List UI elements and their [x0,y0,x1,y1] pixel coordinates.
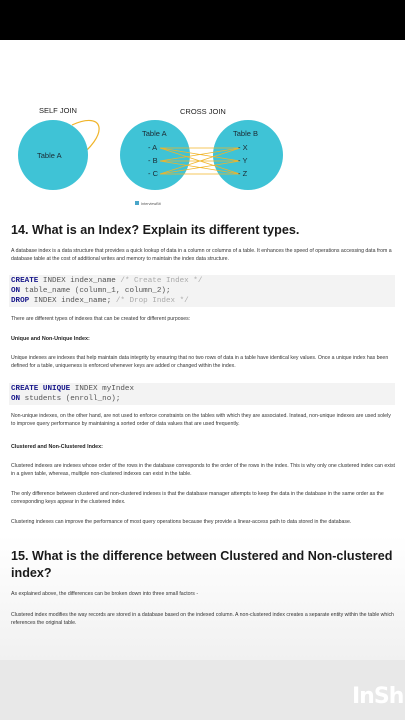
code-line: ON table_name (column_1, column_2); [11,287,171,295]
section-15-paragraph: Clustered index modifies the way records are stored in a database based on the indexed column. A non-clustered index creates a separate entity within the table which references the original table. [11,612,394,626]
section-14-heading: 14. What is an Index? Explain its different types. [11,223,300,237]
code-line: CREATE INDEX index_name /* Create Index */ [11,277,203,285]
non-unique-index-paragraph: Non-unique indexes, on the other hand, are not used to enforce constraints on the tables with which they are associated. Instead, non-unique indexes are used solely to improve query performance by maintaining a sorted order of data values that are used frequently. [11,413,391,427]
code-line: ON students (enroll_no); [11,395,121,403]
unique-index-paragraph: Unique indexes are indexes that help maintain data integrity by ensuring that no two rows of data in a table have identical key values. Once a unique index has been defined for a table, uniqueness is enforced whenever keys are added or changed within the index. [11,355,389,369]
code-block-unique-index [9,383,395,405]
code-line: CREATE UNIQUE INDEX myIndex [11,385,135,393]
inshorts-logo: InSh [352,684,404,709]
self-join-table-label: Table A [37,151,62,160]
self-join-label: SELF JOIN [39,106,77,115]
table-a-title: Table A [142,129,167,138]
unique-index-heading: Unique and Non-Unique Index: [11,336,90,342]
table-b-item: - Y [238,156,248,165]
watermark-text: InterviewBit [141,202,161,206]
clustered-index-paragraph: Clustered indexes are indexes whose order of the rows in the database corresponds to the order of the rows in the index. This is why only one clustered index can exist in a given table, whereas, multiple non-clustered indexes can exist in the table. [11,463,395,477]
table-a-item: - A [148,143,158,152]
index-types-intro: There are different types of indexes that can be created for different purposes: [11,316,191,322]
join-diagram [0,40,405,210]
document-page [0,40,405,660]
table-b-item: - X [238,143,248,152]
bottom-gray-band [0,660,405,720]
clustered-difference-paragraph: The only difference between clustered and non-clustered indexes is that the database manager attempts to keep the data in the database in the same order as the corresponding keys appear in the clustered index. [11,491,384,505]
clustered-performance-paragraph: Clustering indexes can improve the performance of most query operations because they provide a linear-access path to data stored in the database. [11,519,352,525]
index-intro-paragraph: A database index is a data structure that provides a quick lookup of data in a column or columns of a table. It enhances the speed of operations accessing data from a database table at the cost of additional writes and memory to maintain the index data structure. [11,248,392,262]
top-black-band [0,0,405,40]
section-15-intro: As explained above, the differences can be broken down into three small factors - [11,591,199,597]
section-15-heading: 15. What is the difference between Clustered and Non-clustered index? [11,549,393,580]
cross-join-lines [160,148,240,174]
cross-join-label: CROSS JOIN [180,107,226,116]
code-block-create-index [9,275,395,307]
table-a-item: - B [148,156,158,165]
watermark-logo-icon [135,201,139,205]
table-b-item: - Z [238,169,248,178]
code-line: DROP INDEX index_name; /* Drop Index */ [11,297,189,305]
table-a-item: - C [148,169,158,178]
table-b-title: Table B [233,129,259,138]
clustered-index-heading: Clustered and Non-Clustered Index: [11,444,103,450]
